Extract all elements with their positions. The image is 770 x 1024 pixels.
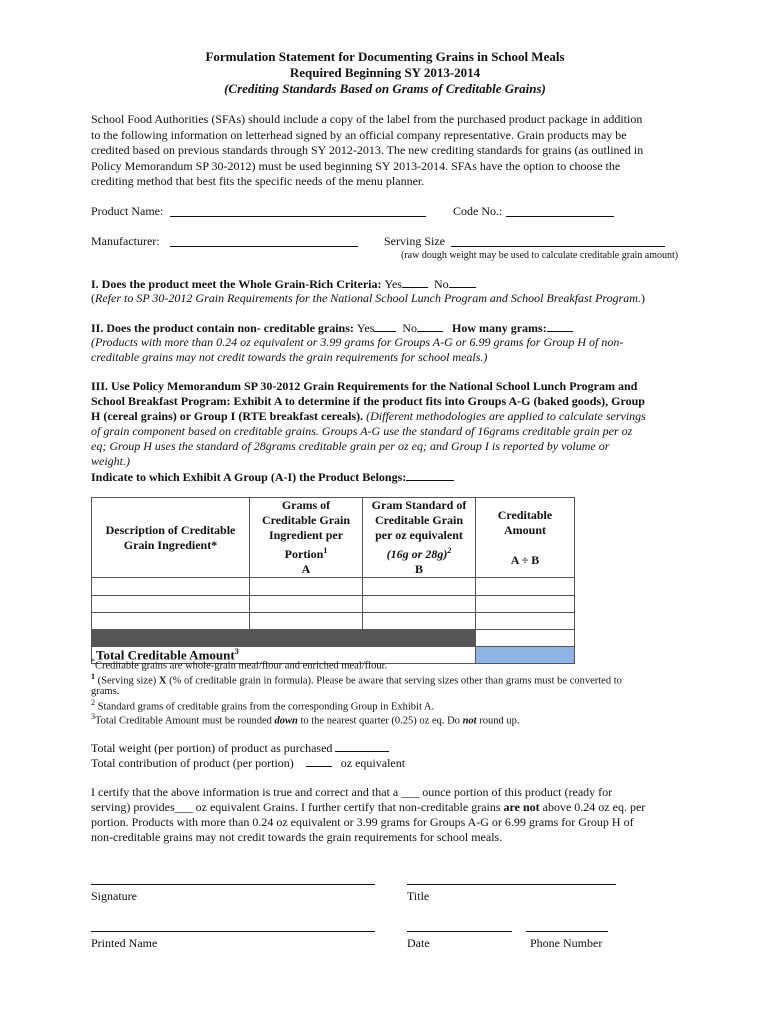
form-title: Formulation Statement for Documenting Grains in School Meals <box>205 49 565 64</box>
table-row[interactable] <box>92 596 575 613</box>
total-weight-label: Total weight (per portion) of product as purchased <box>91 740 389 755</box>
table-row[interactable] <box>92 613 575 630</box>
manufacturer-field[interactable] <box>170 246 358 247</box>
section-3-line: eq; Group H uses the standard of 28grams creditable grain per oz eq; and Group I is reported by volume or <box>91 439 610 453</box>
section-2-yes-label: Yes <box>356 321 375 335</box>
intro-line: School Food Authorities (SFAs) should include a copy of the label from the purchased product package in addition <box>91 112 643 126</box>
product-name-label: Product Name: <box>91 204 164 218</box>
section-2-no-field[interactable] <box>417 320 443 332</box>
code-no-label: Code No.: <box>453 204 503 218</box>
total-creditable-label: Total Creditable Amount$^3$ <box>92 647 476 664</box>
how-many-grams-field[interactable] <box>547 320 573 332</box>
table-cell[interactable] <box>476 578 575 596</box>
section-3-line: School Breakfast Program: Exhibit A to determine if the product fits into Groups A-G (baked goods), Group <box>91 394 645 408</box>
printed-name-label: Printed Name <box>91 936 158 950</box>
total-contribution-label: Total contribution of product (per portion) oz equivalent <box>91 756 406 770</box>
section-1-no-field[interactable] <box>449 276 476 288</box>
signature-field[interactable] <box>91 884 375 885</box>
product-name-field[interactable] <box>170 216 426 217</box>
footnote-1-cont: grams. <box>91 686 120 697</box>
group-indicate-label: Indicate to which Exhibit A Group (A-I) the Product Belongs: <box>91 469 454 484</box>
date-field[interactable] <box>407 931 512 932</box>
certify-line: serving) provides___ oz equivalent Grains. I further certify that non-creditable grains are not above 0.24 oz eq. per <box>91 800 646 814</box>
intro-line: Policy Memorandum SP 30-2012) must be used beginning SY 2013-2014. SFAs have the option to choose the <box>91 158 621 173</box>
form-subtitle: Required Beginning SY 2013-2014 <box>289 65 481 80</box>
serving-size-note: (raw dough weight may be used to calculate creditable grain amount) <box>401 250 679 261</box>
manufacturer-label: Manufacturer: <box>91 234 160 248</box>
title-label: Title <box>407 889 430 903</box>
table-cell[interactable] <box>476 596 575 613</box>
col-description-header: Description of Creditable Grain Ingredient* <box>92 498 250 578</box>
table-cell[interactable] <box>92 596 250 613</box>
total-weight-field[interactable] <box>335 740 389 752</box>
table-divider-bar <box>92 630 476 647</box>
table-cell[interactable] <box>92 613 250 630</box>
col-standard-header: Gram Standard of Creditable Grain per oz equivalent (16g or 28g)$^2$ B <box>363 498 476 578</box>
section-3-line: of grain component based on creditable grains. Groups A-G use the standard of 16grams creditable grain per oz <box>91 424 633 438</box>
code-no-field[interactable] <box>506 216 614 217</box>
how-many-grams-label: How many grams: <box>452 321 547 335</box>
phone-field[interactable] <box>526 931 608 932</box>
footnote-3: $^3$Total Creditable Amount must be rounded down to the nearest quarter (0.25) oz eq. Do not round up. <box>91 712 520 727</box>
col-grams-header: Grams of Creditable Grain Ingredient per Portion$^1$ A <box>250 498 363 578</box>
table-cell[interactable] <box>363 613 476 630</box>
section-2-yes-field[interactable] <box>374 320 396 332</box>
table-cell[interactable] <box>250 596 363 613</box>
table-cell[interactable] <box>476 613 575 630</box>
form-subtitle-note: (Crediting Standards Based on Grams of Creditable Grains) <box>224 81 546 96</box>
certify-line: portion. Products with more than 0.24 oz equivalent or 3.99 grams for Groups A-G or 6.99 grams for Group H of <box>91 815 634 829</box>
section-2-note: (Products with more than 0.24 oz equivalent or 3.99 grams for Groups A-G or 6.99 grams for Group H of non- <box>91 335 624 349</box>
section-1-note: (Refer to SP 30-2012 Grain Requirements for the National School Lunch Program and School Breakfast Program.) <box>91 291 645 305</box>
section-1-yes-field[interactable] <box>402 276 428 288</box>
table-row[interactable] <box>92 578 575 596</box>
footnote-1: $^1$ (Serving size) X (% of creditable grain in formula). Please be aware that serving sizes other than grams must be converted to <box>91 672 622 687</box>
table-cell[interactable] <box>250 613 363 630</box>
printed-name-field[interactable] <box>91 931 375 932</box>
intro-line: credited based on previous standards through SY 2012-2013. The new crediting standards for grains (as outlined in <box>91 143 644 157</box>
section-3-line: weight.) <box>91 454 130 468</box>
table-cell[interactable] <box>92 578 250 596</box>
title-field[interactable] <box>407 884 616 885</box>
footnote-2: $^2$ Standard grams of creditable grains from the corresponding Group in Exhibit A. <box>91 698 435 713</box>
intro-line: to the following information on letterhead signed by an official company representative. Grain products may be <box>91 127 627 142</box>
col-amount-header: Creditable Amount A ÷ B <box>476 498 575 578</box>
signature-label: Signature <box>91 889 137 903</box>
table-cell[interactable] <box>363 578 476 596</box>
creditable-grain-table <box>91 497 575 664</box>
group-indicate-field[interactable] <box>406 469 454 481</box>
section-2-question: II. Does the product contain non- creditable grains: Yes No How many grams: <box>91 320 573 335</box>
total-contribution-field[interactable] <box>306 755 332 767</box>
total-creditable-field[interactable] <box>476 647 575 664</box>
certify-line: I certify that the above information is true and correct and that a ___ ounce portion of this product (ready for <box>91 785 613 799</box>
section-1-no-label: No <box>433 277 449 291</box>
date-label: Date <box>407 936 430 950</box>
footnote-star: *Creditable grains are whole-grain meal/flour and enriched meal/flour. <box>91 657 388 672</box>
table-cell[interactable] <box>250 578 363 596</box>
section-3-line: III. Use Policy Memorandum SP 30-2012 Grain Requirements for the National School Lunch Program and <box>91 379 638 393</box>
table-cell[interactable] <box>363 596 476 613</box>
section-2-no-label: No <box>402 321 418 335</box>
section-3-line: H (cereal grains) or Group I (RTE breakfast cereals). (Different methodologies are applied to calculate servings <box>91 409 646 423</box>
phone-label: Phone Number <box>530 936 603 950</box>
table-cell[interactable] <box>476 630 575 647</box>
section-1-question: I. Does the product meet the Whole Grain-Rich Criteria: Yes No <box>91 276 476 291</box>
section-2-note: creditable grains may not credit towards the grain requirements for school meals.) <box>91 350 488 364</box>
serving-size-label: Serving Size <box>384 234 445 248</box>
intro-line: crediting method that best fits the specific needs of the menu planner. <box>91 174 425 188</box>
table-header-row <box>92 498 575 578</box>
table-divider-row <box>92 630 575 647</box>
section-1-yes-label: Yes <box>384 277 402 291</box>
serving-size-field[interactable] <box>451 246 665 247</box>
certify-line: non-creditable grains may not credit towards the grain requirements for school meals. <box>91 830 503 844</box>
